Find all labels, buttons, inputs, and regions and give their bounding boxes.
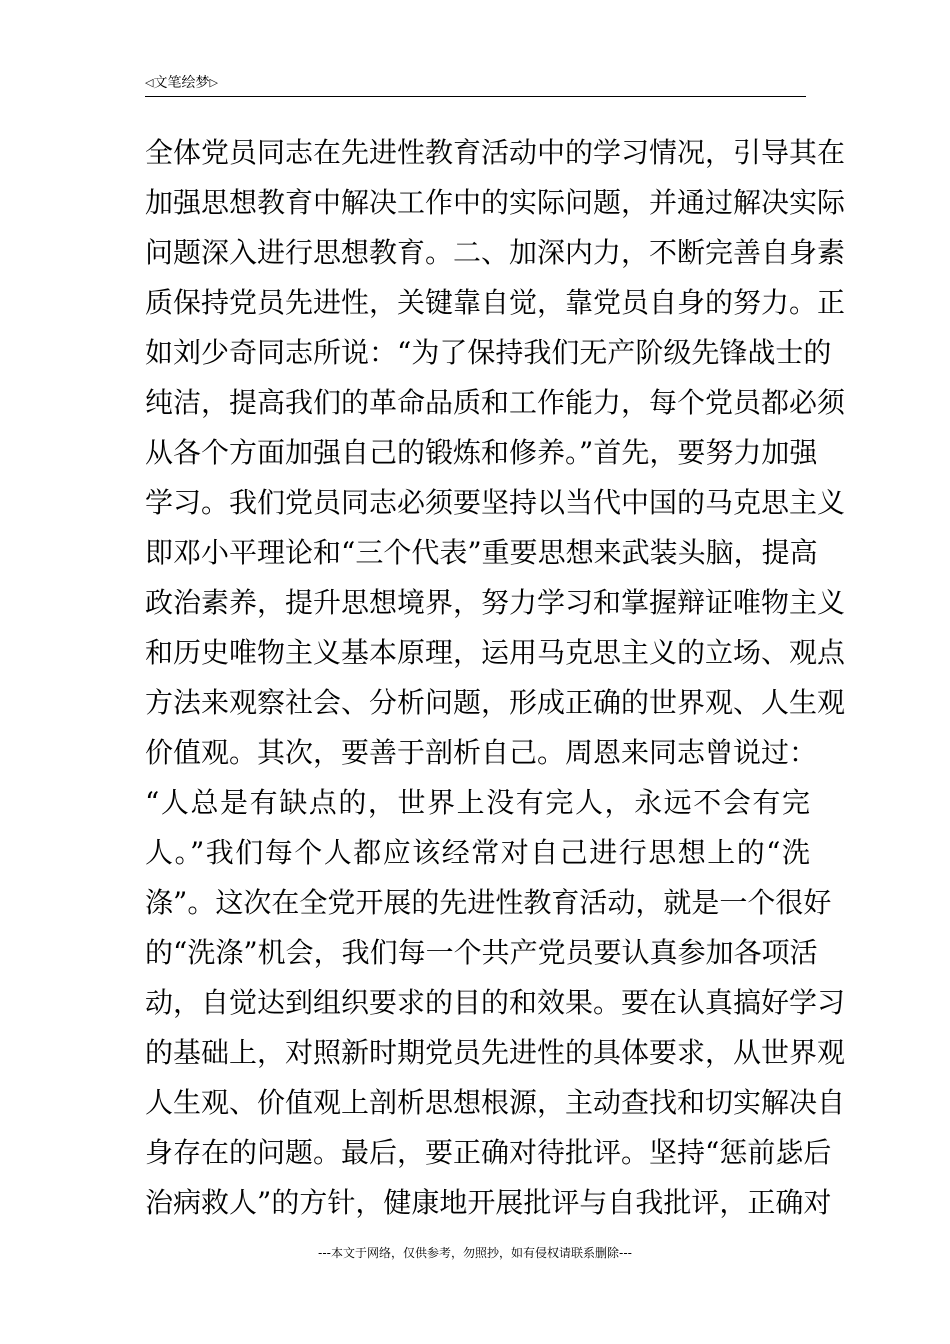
body-line: 方法来观察社会、分析问题，形成正确的世界观、人生观 <box>145 686 846 719</box>
page-footer-disclaimer: ---本文于网络，仅供参考，勿照抄，如有侵权请联系删除--- <box>318 1246 632 1260</box>
right-triangle-icon: ▷ <box>209 76 218 89</box>
body-line: 如刘少奇同志所说：“为了保持我们无产阶级先锋战士的 <box>145 336 832 369</box>
body-line: 和历史唯物主义基本原理，运用马克思主义的立场、观点 <box>145 636 846 669</box>
body-line: 从各个方面加强自己的锻炼和修养。”首先，要努力加强 <box>145 436 818 469</box>
body-line: 动，自觉达到组织要求的目的和效果。要在认真搞好学习 <box>145 986 846 1019</box>
page-header <box>145 74 806 97</box>
body-line: 身存在的问题。最后，要正确对待批评。坚持“惩前毖后 <box>145 1136 832 1169</box>
body-line: 人生观、价值观上剖析思想根源，主动查找和切实解决自 <box>145 1086 846 1119</box>
body-line: 的“洗涤”机会，我们每一个共产党员要认真参加各项活 <box>145 936 818 969</box>
body-line: 全体党员同志在先进性教育活动中的学习情况，引导其在 <box>145 136 846 169</box>
header-title-text: 文笔绘梦 <box>153 75 210 91</box>
body-line: 人。”我们每个人都应该经常对自己进行思想上的“洗 <box>145 836 810 869</box>
body-text <box>145 128 846 1228</box>
body-line: 的基础上，对照新时期党员先进性的具体要求，从世界观 <box>145 1036 846 1069</box>
body-line: 加强思想教育中解决工作中的实际问题，并通过解决实际 <box>145 186 846 219</box>
body-line: 纯洁，提高我们的革命品质和工作能力，每个党员都必须 <box>145 386 846 419</box>
header-title <box>145 74 218 92</box>
body-line: 价值观。其次，要善于剖析自己。周恩来同志曾说过： <box>145 736 818 769</box>
body-line: 治病救人”的方针，健康地开展批评与自我批评，正确对 <box>145 1186 832 1219</box>
body-line: 学习。我们党员同志必须要坚持以当代中国的马克思主义 <box>145 486 846 519</box>
body-line: 质保持党员先进性，关键靠自觉，靠党员自身的努力。正 <box>145 286 846 319</box>
body-line: 即邓小平理论和“三个代表”重要思想来武装头脑，提高 <box>145 536 818 569</box>
body-line: 涤”。这次在全党开展的先进性教育活动，就是一个很好 <box>145 886 832 919</box>
body-line: 政治素养，提升思想境界，努力学习和掌握辩证唯物主义 <box>145 586 846 619</box>
body-line: “人总是有缺点的，世界上没有完人，永远不会有完 <box>145 786 810 819</box>
body-line: 问题深入进行思想教育。二、加深内力，不断完善自身素 <box>145 236 846 269</box>
left-triangle-icon: ◁ <box>145 76 154 89</box>
